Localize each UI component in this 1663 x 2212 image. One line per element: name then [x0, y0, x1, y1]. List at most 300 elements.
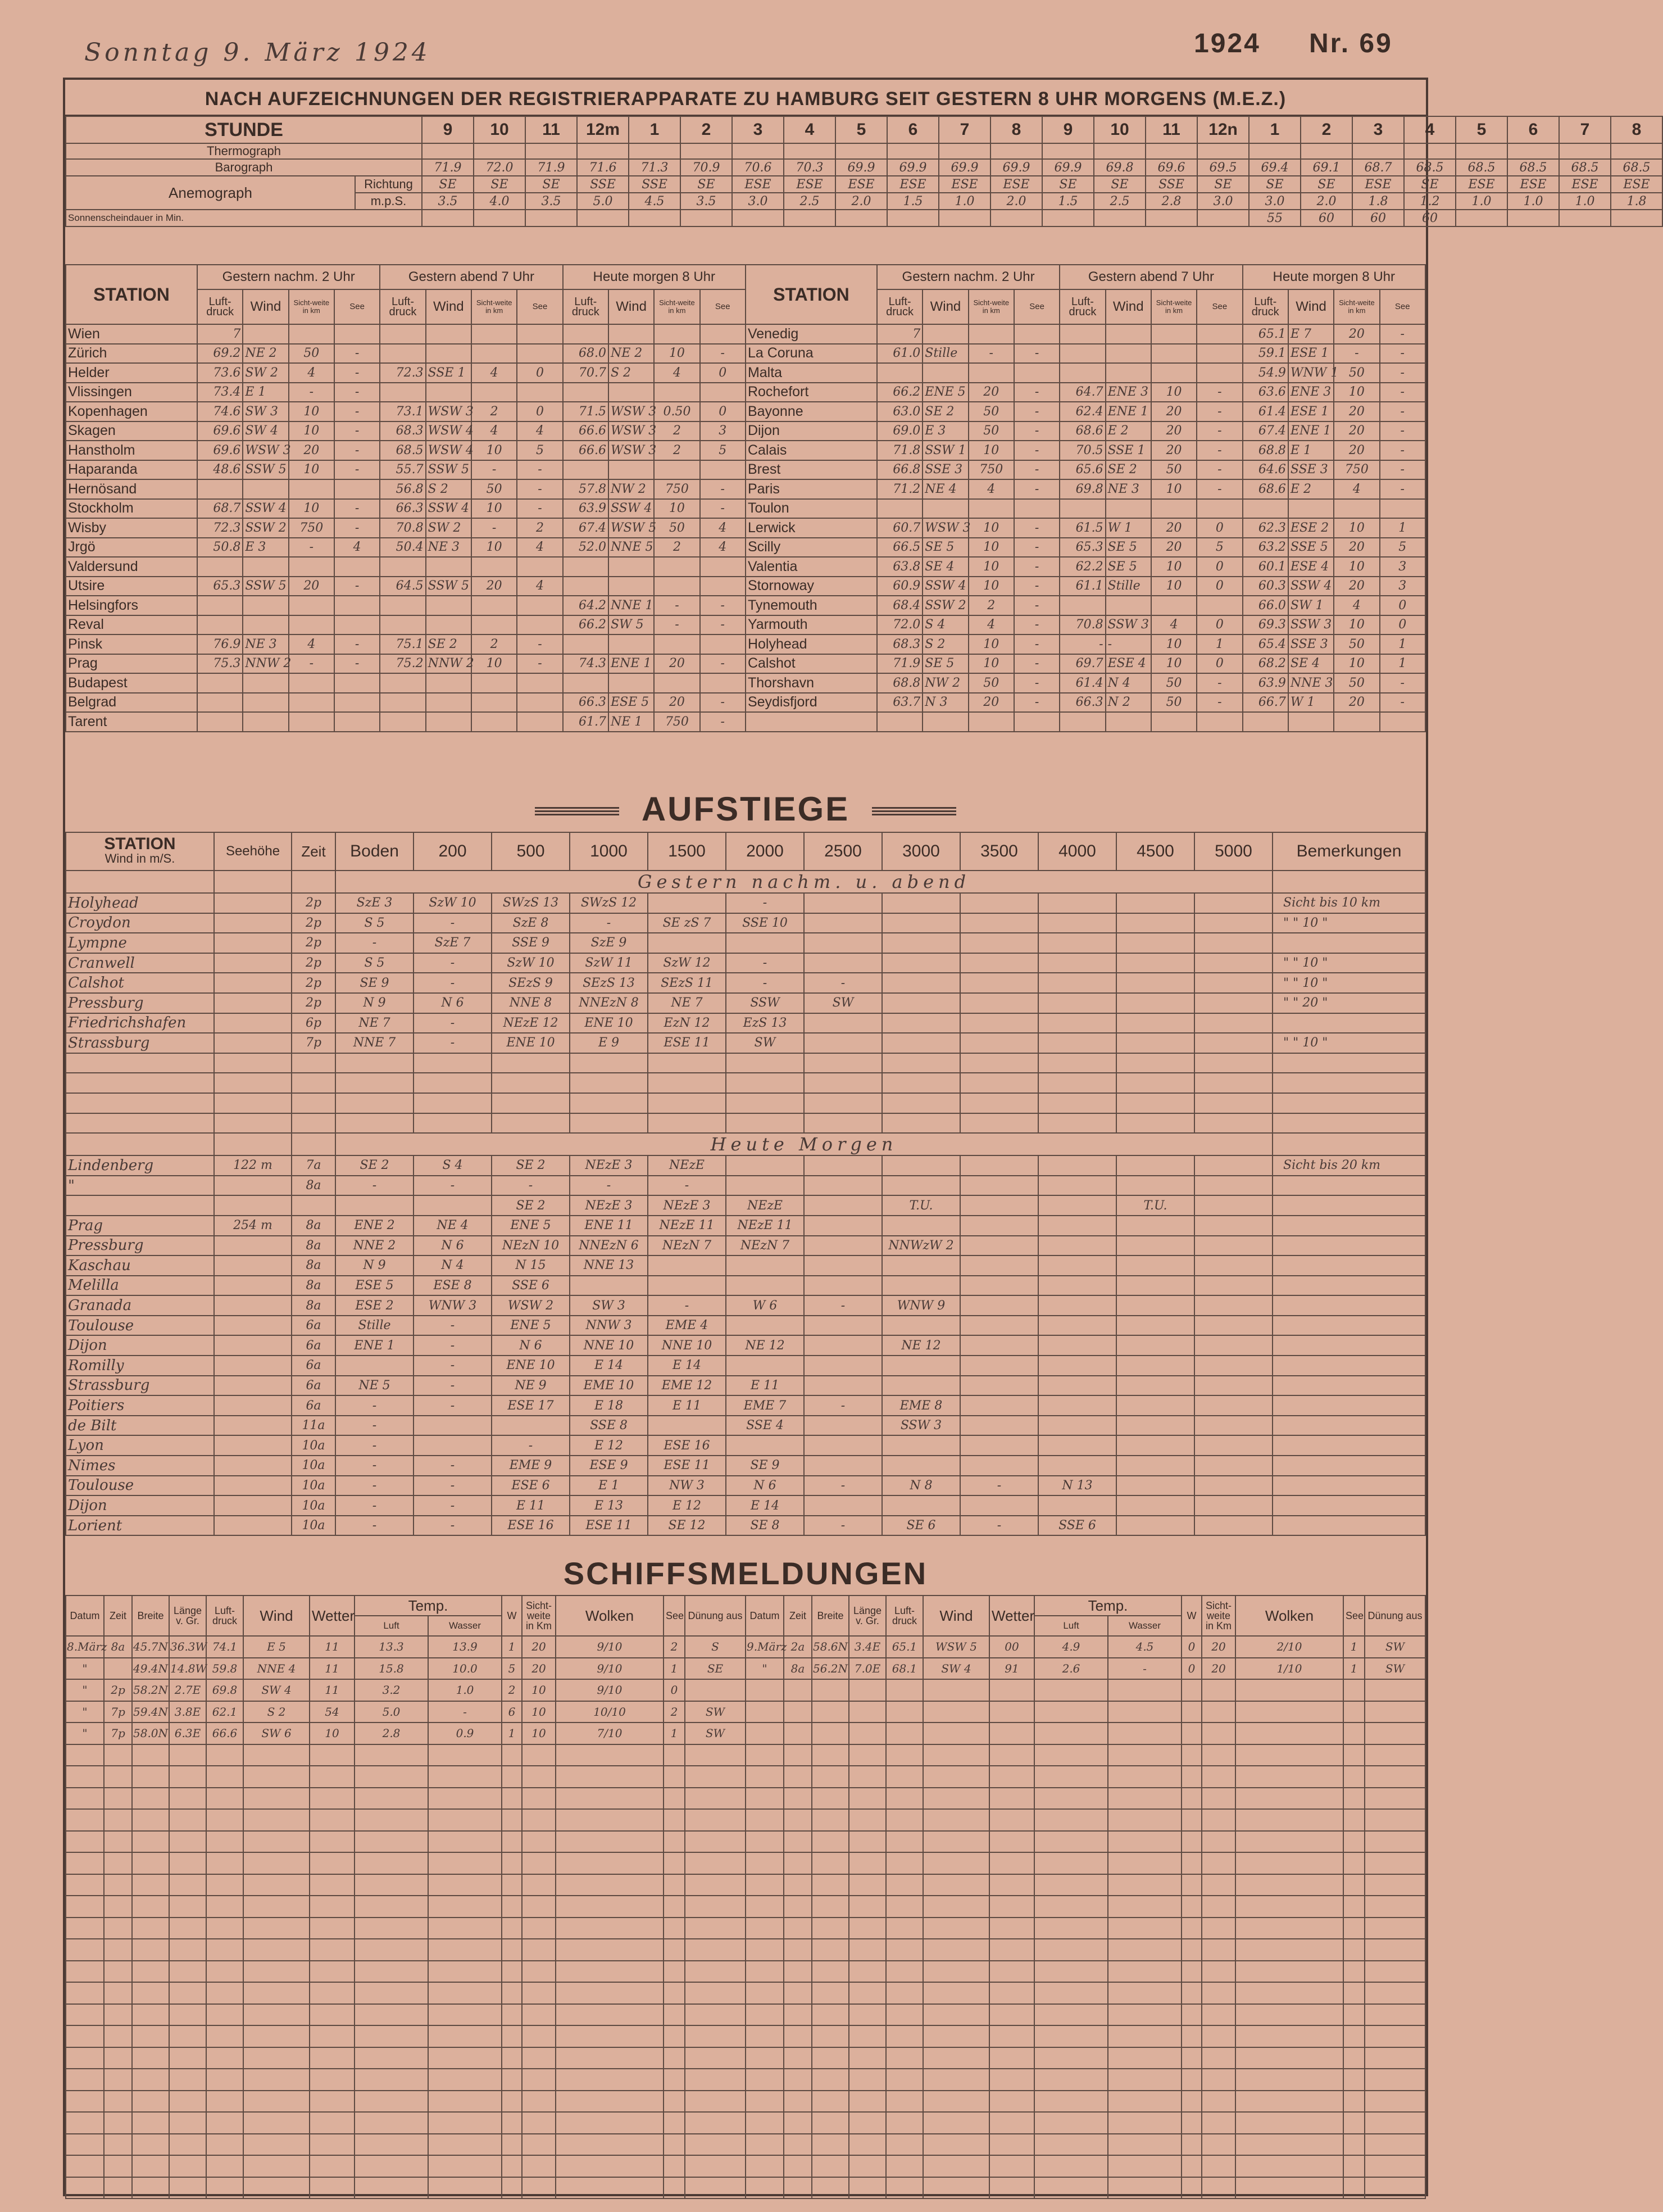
ship-empty-cell [1182, 2047, 1202, 2069]
level-header: 1500 [648, 832, 726, 871]
aufstieg-wind [804, 1435, 882, 1456]
aufstieg-wind [960, 1416, 1038, 1436]
mps-value: 3.5 [525, 193, 577, 210]
see-value: - [1014, 441, 1060, 460]
see-value: - [517, 634, 562, 654]
aufstieg-wind [335, 1356, 414, 1376]
aufstieg-wind: ENE 10 [492, 1356, 570, 1376]
ship-empty-cell [66, 1852, 104, 1874]
sub-luftdruck: Luft-druck [1243, 289, 1288, 324]
ship-empty-cell [355, 2004, 428, 2026]
luftdruck-value: 66.3 [563, 693, 608, 713]
station-name: Tynemouth [746, 596, 877, 615]
ship-empty-cell [1235, 1831, 1343, 1853]
station-header: STATION [104, 835, 176, 853]
ship-col-header: Dünung aus [1365, 1595, 1425, 1636]
sicht-value [471, 324, 517, 344]
luftdruck-value: 64.7 [1060, 383, 1105, 402]
ship-empty-cell [522, 2134, 556, 2156]
ship-empty-cell [812, 1766, 849, 1788]
ship-empty-cell [1365, 1961, 1425, 1983]
sicht-value: 4 [654, 363, 699, 383]
aufstieg-wind [1038, 1316, 1116, 1336]
aufstieg-bemerkung [1273, 933, 1425, 953]
luftdruck-value: 64.6 [1243, 460, 1288, 480]
aufstieg-wind [1038, 1255, 1116, 1276]
ship-empty-cell [310, 2177, 355, 2199]
ship-empty-cell [1182, 2155, 1202, 2177]
aufstieg-wind [960, 1456, 1038, 1476]
luftdruck-value: 64.2 [563, 596, 608, 615]
ship-empty-cell [923, 1701, 989, 1723]
see-value [517, 596, 562, 615]
ship-empty-cell [169, 1939, 206, 1961]
wind-value [426, 344, 471, 364]
ship-empty-cell [1365, 1982, 1425, 2004]
ship-empty-cell [206, 2177, 243, 2199]
ship-empty-cell [746, 2069, 784, 2091]
luftdruck-value: 72.3 [380, 363, 425, 383]
station-row [66, 421, 1425, 441]
luftdruck-value [1060, 712, 1105, 732]
wind-value [243, 596, 288, 615]
level-header: 2000 [726, 832, 804, 871]
aufstieg-wind [804, 893, 882, 913]
ship-empty-cell [886, 2177, 923, 2199]
aufstieg-zeit: 11a [292, 1416, 335, 1436]
sicht-value: 4 [289, 363, 334, 383]
ship-empty-cell [502, 2004, 522, 2026]
aufstieg-station: Melilla [66, 1276, 214, 1296]
ship-value: SW 4 [923, 1658, 989, 1680]
see-value: - [334, 383, 380, 402]
ship-empty-cell [310, 1788, 355, 1810]
ship-empty-cell [556, 2112, 664, 2134]
ship-empty-cell [556, 1831, 664, 1853]
aufstieg-wind: N 6 [414, 1236, 492, 1256]
see-value [334, 324, 380, 344]
aufstieg-wind [804, 1093, 882, 1113]
aufstieg-wind: E 11 [648, 1395, 726, 1416]
sub-sicht: Sicht-weite in km [1334, 289, 1379, 324]
aufstieg-seehoehe [214, 1435, 292, 1456]
aufstieg-wind [804, 1155, 882, 1176]
station-header: STATION [66, 265, 197, 324]
aufstieg-wind: - [492, 1435, 570, 1456]
ship-empty-cell [310, 2047, 355, 2069]
aufstieg-wind [960, 1073, 1038, 1093]
ship-empty-cell [886, 1982, 923, 2004]
see-value [700, 577, 746, 596]
sicht-value: 20 [1334, 421, 1379, 441]
aufstieg-seehoehe [214, 1295, 292, 1316]
ship-empty-cell [556, 1766, 664, 1788]
luftdruck-value: 61.4 [1060, 673, 1105, 693]
cell [214, 1133, 292, 1155]
aufstieg-wind: ESE 5 [335, 1276, 414, 1296]
luftdruck-value: 73.4 [197, 383, 243, 402]
luftdruck-value: 75.1 [380, 634, 425, 654]
ship-empty-cell [664, 1896, 685, 1918]
aufstieg-wind: - [414, 1376, 492, 1396]
ship-empty-cell [1365, 1831, 1425, 1853]
aufstieg-station: Strassburg [66, 1376, 214, 1396]
richtung-value: ESE [732, 176, 784, 193]
richtung-value: SE [1042, 176, 1094, 193]
ship-empty-cell [169, 2091, 206, 2113]
aufstieg-seehoehe [214, 1356, 292, 1376]
mps-value: 3.5 [680, 193, 732, 210]
ship-value: 2.6 [1034, 1658, 1108, 1680]
ship-empty-cell [1108, 1809, 1182, 1831]
aufstieg-wind: NEzN 7 [726, 1236, 804, 1256]
aufstieg-wind: - [960, 1476, 1038, 1496]
luftdruck-value: 50.8 [197, 538, 243, 557]
ship-empty-cell [243, 2004, 310, 2026]
see-value: 1 [1197, 634, 1242, 654]
ship-row [66, 1874, 1425, 1896]
ship-empty-cell [1034, 1961, 1108, 1983]
aufstieg-wind: SW 3 [570, 1295, 648, 1316]
aufstieg-wind [1194, 1216, 1273, 1236]
see-value [1197, 499, 1242, 519]
aufstieg-wind [1194, 1195, 1273, 1216]
sicht-value: 4 [1151, 615, 1197, 635]
hour-cell: 7 [939, 116, 990, 143]
sonnen-value [577, 210, 629, 226]
see-value [1014, 363, 1060, 383]
aufstieg-wind: NEzE [726, 1195, 804, 1216]
aufstieg-wind [804, 1073, 882, 1093]
sicht-value [471, 693, 517, 713]
wind-value: SW 3 [243, 402, 288, 421]
ship-empty-cell [428, 1961, 502, 1983]
ship-value: 10 [522, 1723, 556, 1744]
mps-value: 2.8 [1146, 193, 1197, 210]
aufstieg-zeit: 6a [292, 1376, 335, 1396]
aufstieg-bemerkung [1273, 1236, 1425, 1256]
aufstieg-row [66, 1435, 1425, 1456]
aufstieg-seehoehe: 122 m [214, 1155, 292, 1176]
sicht-value: 50 [969, 673, 1014, 693]
cell [214, 871, 292, 893]
aufstieg-zeit: 10a [292, 1516, 335, 1536]
aufstieg-wind: SzE 7 [414, 933, 492, 953]
ship-empty-cell [104, 1961, 132, 1983]
wind-value: WNW 1 [1288, 363, 1334, 383]
ship-value: " [746, 1658, 784, 1680]
luftdruck-value: 66.8 [877, 460, 923, 480]
ship-col-header: Wind [923, 1595, 989, 1636]
sicht-value: 10 [969, 654, 1014, 674]
aufstieg-wind [570, 1073, 648, 1093]
sub-luftdruck: Luft-druck [197, 289, 243, 324]
hour-cell: 6 [887, 116, 939, 143]
ship-value: 9/10 [556, 1636, 664, 1658]
barograph-value: 68.5 [1507, 159, 1559, 176]
ship-empty-cell [310, 2069, 355, 2091]
barograph-row [66, 159, 1662, 176]
ship-empty-cell [784, 1961, 812, 1983]
aufstieg-wind: SE 2 [335, 1155, 414, 1176]
aufstieg-wind [1038, 1456, 1116, 1476]
aufstieg-wind [1038, 1073, 1116, 1093]
ship-empty-cell [664, 2134, 685, 2156]
aufstieg-station: Dijon [66, 1335, 214, 1356]
cell [1273, 1133, 1425, 1155]
cell [66, 871, 214, 893]
aufstieg-wind: SSW 3 [882, 1416, 960, 1436]
ship-empty-cell [355, 2025, 428, 2047]
ship-col-header: Länge v. Gr. [849, 1595, 886, 1636]
ship-empty-cell [1235, 2047, 1343, 2069]
aufstieg-wind [960, 1495, 1038, 1516]
aufstieg-bemerkung [1273, 1316, 1425, 1336]
ship-empty-cell [812, 1896, 849, 1918]
barograph-value: 69.9 [939, 159, 990, 176]
ship-empty-cell [428, 2134, 502, 2156]
ship-empty-cell [784, 1982, 812, 2004]
aufstieg-seehoehe [214, 1255, 292, 1276]
ship-empty-cell [310, 1896, 355, 1918]
level-header: 4500 [1116, 832, 1194, 871]
aufstieg-bemerkung [1273, 1495, 1425, 1516]
ship-empty-cell [1343, 1961, 1365, 1983]
aufstieg-bemerkung [1273, 1053, 1425, 1073]
aufstieg-row [66, 1516, 1425, 1536]
aufstieg-wind [1194, 1476, 1273, 1496]
richtung-value: SE [474, 176, 525, 193]
see-value: - [700, 712, 746, 732]
luftdruck-value [380, 712, 425, 732]
ship-empty-cell [746, 2177, 784, 2199]
ship-empty-cell [1365, 1744, 1425, 1766]
barograph-value: 68.5 [1611, 159, 1662, 176]
ship-empty-cell [849, 1831, 886, 1853]
see-value [1380, 499, 1425, 519]
ship-empty-cell [1034, 2025, 1108, 2047]
group-header: Gestern nachm. 2 Uhr [877, 265, 1060, 289]
ship-empty-cell [132, 1939, 169, 1961]
aufstieg-wind: E 18 [570, 1395, 648, 1416]
wind-value: NNE 3 [1288, 673, 1334, 693]
see-value: - [1380, 693, 1425, 713]
luftdruck-value: 73.1 [380, 402, 425, 421]
barograph-value: 69.4 [1249, 159, 1301, 176]
ship-empty-cell [1108, 1852, 1182, 1874]
station-name: Seydisfjord [746, 693, 877, 713]
ship-empty-cell [355, 1939, 428, 1961]
sub-wind: Wind [243, 289, 288, 324]
thermo-cell [784, 143, 835, 159]
aufstieg-wind [1194, 1236, 1273, 1256]
richtung-value: SE [1197, 176, 1249, 193]
aufstieg-wind [1038, 1416, 1116, 1436]
luftdruck-value: 63.0 [877, 402, 923, 421]
ship-empty-cell [1343, 2091, 1365, 2113]
ship-empty-cell [886, 2025, 923, 2047]
aufstieg-row [66, 1395, 1425, 1416]
aufstieg-wind [1116, 1356, 1194, 1376]
ship-empty-cell [746, 2004, 784, 2026]
wind-value: NNW 2 [426, 654, 471, 674]
station-header-cell [66, 832, 214, 871]
wind-value [923, 712, 968, 732]
hour-cell: 12n [1197, 116, 1249, 143]
aufstieg-wind [492, 1073, 570, 1093]
sicht-value: 10 [1334, 615, 1379, 635]
hour-cell: 9 [1042, 116, 1094, 143]
ship-empty-cell [1202, 1723, 1235, 1744]
ship-value: 10 [522, 1701, 556, 1723]
ship-value: 1/10 [1235, 1658, 1343, 1680]
ship-empty-cell [104, 1852, 132, 1874]
ship-empty-cell [522, 1831, 556, 1853]
aufstieg-zeit: 6a [292, 1356, 335, 1376]
aufstieg-station: Toulouse [66, 1476, 214, 1496]
aufstieg-wind [335, 1113, 414, 1134]
sicht-value [471, 383, 517, 402]
ship-empty-cell [243, 1896, 310, 1918]
aufstieg-wind [492, 1113, 570, 1134]
sicht-value: 50 [969, 421, 1014, 441]
ship-value: 0 [1182, 1658, 1202, 1680]
aufstieg-wind [648, 1053, 726, 1073]
station-name: Wisby [66, 518, 197, 538]
aufstieg-wind: N 15 [492, 1255, 570, 1276]
aufstieg-station: Granada [66, 1295, 214, 1316]
richtung-value: ESE [990, 176, 1042, 193]
station-name: Tarent [66, 712, 197, 732]
aufstieg-wind: NE 7 [335, 1013, 414, 1034]
hour-cell: 3 [1352, 116, 1404, 143]
thermo-cell [990, 143, 1042, 159]
ship-value: E 5 [243, 1636, 310, 1658]
aufstieg-seehoehe [214, 1276, 292, 1296]
ship-empty-cell [104, 2004, 132, 2026]
luftdruck-value [197, 557, 243, 577]
aufstieg-row [66, 993, 1425, 1013]
see-value: 0 [1380, 615, 1425, 635]
ship-value: 8.März [66, 1636, 104, 1658]
ship-empty-cell [169, 1982, 206, 2004]
ship-empty-cell [206, 1788, 243, 1810]
ship-empty-cell [685, 2047, 746, 2069]
luftdruck-value: 66.0 [1243, 596, 1288, 615]
aufstieg-wind [335, 1195, 414, 1216]
aufstieg-wind [1116, 973, 1194, 993]
aufstieg-wind [726, 1093, 804, 1113]
aufstieg-seehoehe [214, 1316, 292, 1336]
ship-empty-cell [849, 2069, 886, 2091]
aufstieg-wind [1116, 1013, 1194, 1034]
see-value: 0 [1197, 654, 1242, 674]
ship-empty-cell [989, 1744, 1034, 1766]
wind-value: SSW 2 [243, 518, 288, 538]
aufstieg-wind: SE zS 7 [648, 913, 726, 933]
luftdruck-value: 62.3 [1243, 518, 1288, 538]
aufstieg-wind [1038, 1216, 1116, 1236]
aufstieg-wind: SEzS 11 [648, 973, 726, 993]
aufstieg-wind: NNE 7 [335, 1033, 414, 1053]
ship-empty-cell [169, 2047, 206, 2069]
richtung-value: SE [1094, 176, 1146, 193]
ship-empty-cell [1202, 1809, 1235, 1831]
luftdruck-value: 68.6 [1060, 421, 1105, 441]
richtung-value: SE [525, 176, 577, 193]
aufstieg-bemerkung: " " 10 " [1273, 953, 1425, 973]
ship-empty-cell [923, 2155, 989, 2177]
aufstieg-row [66, 1376, 1425, 1396]
ship-empty-cell [66, 1809, 104, 1831]
ship-empty-cell [1235, 1679, 1343, 1701]
ship-value: " [66, 1658, 104, 1680]
see-value: 0 [700, 363, 746, 383]
ship-empty-cell [132, 2155, 169, 2177]
ship-row [66, 1658, 1425, 1680]
year: 1924 [1194, 29, 1261, 58]
wind-value: WSW 3 [608, 441, 654, 460]
see-value [700, 634, 746, 654]
ship-empty-cell [206, 2004, 243, 2026]
see-value: 5 [1380, 538, 1425, 557]
luftdruck-value: 61.0 [877, 344, 923, 364]
aufstieg-wind [648, 1416, 726, 1436]
aufstieg-seehoehe [214, 1236, 292, 1256]
ship-empty-cell [1034, 2155, 1108, 2177]
hour-cell: 1 [1249, 116, 1301, 143]
richtung-value: SE [1301, 176, 1352, 193]
ship-empty-cell [849, 1961, 886, 1983]
ship-empty-cell [1108, 2177, 1182, 2199]
sonnen-value: 60 [1301, 210, 1352, 226]
aufstieg-wind [1038, 1113, 1116, 1134]
wind-value: NW 2 [608, 479, 654, 499]
aufstieg-station: Calshot [66, 973, 214, 993]
group-header: Gestern abend 7 Uhr [380, 265, 562, 289]
aufstieg-wind [1194, 1013, 1273, 1034]
ship-empty-cell [746, 1766, 784, 1788]
ship-empty-cell [1365, 1701, 1425, 1723]
sonnen-value [1559, 210, 1611, 226]
hour-cell: 4 [1404, 116, 1456, 143]
aufstieg-wind [1116, 1316, 1194, 1336]
ship-empty-cell [1034, 2069, 1108, 2091]
luftdruck-value: 69.7 [1060, 654, 1105, 674]
thermo-cell [1094, 143, 1146, 159]
sicht-value: 20 [1151, 402, 1197, 421]
ship-col-header: Sicht-weite in Km [1202, 1595, 1235, 1636]
ship-empty-cell [104, 1874, 132, 1896]
ship-empty-cell [502, 2134, 522, 2156]
wind-value: SW 4 [243, 421, 288, 441]
ship-empty-cell [502, 2069, 522, 2091]
ship-empty-cell [206, 2047, 243, 2069]
ship-empty-cell [132, 2047, 169, 2069]
ship-value: NNE 4 [243, 1658, 310, 1680]
aufstieg-row [66, 1236, 1425, 1256]
aufstieg-wind: - [726, 893, 804, 913]
aufstieg-wind [1038, 1155, 1116, 1176]
ship-col-header: Wolken [1235, 1595, 1343, 1636]
aufstieg-wind [1116, 1395, 1194, 1416]
ship-empty-cell [556, 1852, 664, 1874]
station-row [66, 596, 1425, 615]
ship-empty-cell [522, 2177, 556, 2199]
issue-number: Nr. 69 [1309, 29, 1393, 58]
aufstieg-bemerkung [1273, 1516, 1425, 1536]
ship-value: 9/10 [556, 1658, 664, 1680]
